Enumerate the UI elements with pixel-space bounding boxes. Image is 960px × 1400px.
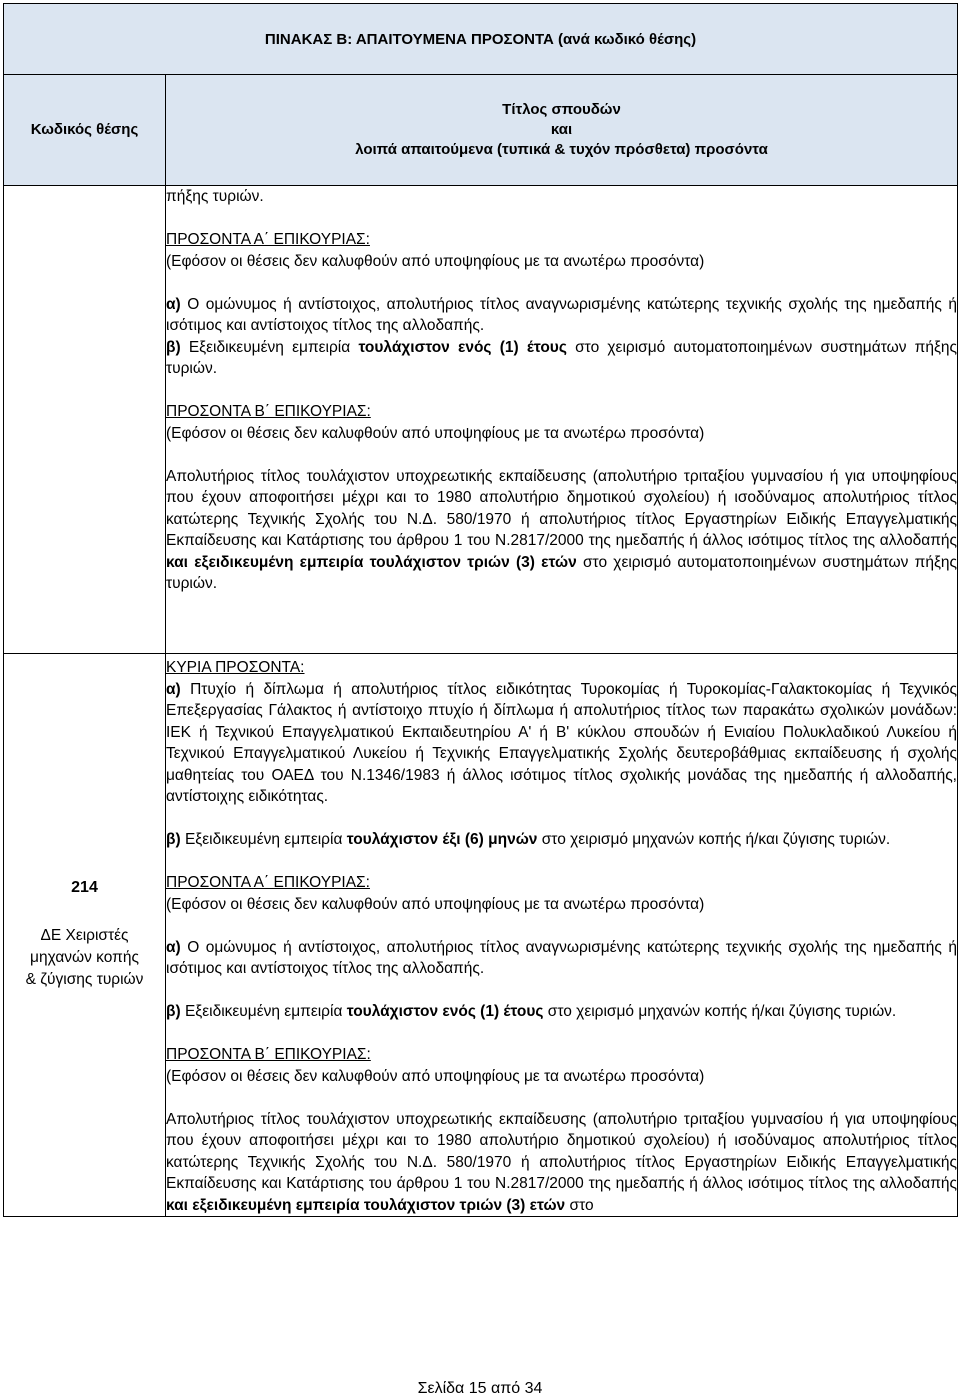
main-heading: ΚΥΡΙΑ ΠΡΟΣΟΝΤΑ: bbox=[166, 659, 305, 676]
previous-qualifications-cell bbox=[166, 186, 958, 654]
aux-b-note: (Εφόσον οι θέσεις δεν καλυφθούν από υποψηφίους με τα ανωτέρω προσόντα) bbox=[166, 424, 705, 442]
aux2-b-note: (Εφόσον οι θέσεις δεν καλυφθούν από υποψηφίους με τα ανωτέρω προσόντα) bbox=[166, 1067, 705, 1085]
aux-a-note: (Εφόσον οι θέσεις δεν καλυφθούν από υποψηφίους με τα ανωτέρω προσόντα) bbox=[166, 252, 705, 270]
main-beta: β) Εξειδικευμένη εμπειρία τουλάχιστον έξι (6) μηνών στο χειρισμό μηχανών κοπής ή/και ζύγισης τυριών. bbox=[166, 831, 891, 848]
aux-b-heading: ΠΡΟΣΟΝΤΑ Β΄ ΕΠΙΚΟΥΡΙΑΣ: bbox=[166, 403, 371, 420]
carry-over-text: πήξης τυριών. bbox=[166, 188, 264, 205]
position-qualifications-cell bbox=[166, 654, 958, 1217]
header-line-3: λοιπά απαιτούμενα (τυπικά & τυχόν πρόσθετα) προσόντα bbox=[355, 141, 768, 158]
aux2-a-beta: β) Εξειδικευμένη εμπειρία τουλάχιστον ενός (1) έτους στο χειρισμό μηχανών κοπής ή/και ζύγισης τυριών. bbox=[166, 1003, 897, 1020]
requirements-table bbox=[3, 3, 958, 1217]
position-name: ΔΕ Χειριστές μηχανών κοπής & ζύγισης τυριών bbox=[25, 927, 144, 988]
table-title: ΠΙΝΑΚΑΣ Β: ΑΠΑΙΤΟΥΜΕΝΑ ΠΡΟΣΟΝΤΑ (ανά κωδικό θέσης) bbox=[4, 4, 958, 75]
aux2-a-heading: ΠΡΟΣΟΝΤΑ Α΄ ΕΠΙΚΟΥΡΙΑΣ: bbox=[166, 874, 370, 891]
position-code-cell bbox=[4, 654, 166, 1217]
previous-position-code-cell bbox=[4, 186, 166, 654]
aux-b-text: Απολυτήριος τίτλος τουλάχιστον υποχρεωτικής εκπαίδευσης (απολυτήριο τριταξίου γυμνασίου ή για υποψηφίους που έχουν αποφοιτήσει μέχρι και το 1980 απολυτήριο δημοτικού σχολείου) ή ισοδύναμος απολυτήριος τίτλος κατώτερης Τεχνικής Σχολής του Ν.Δ. 580/1970 ή απολυτήριος τίτλος Εργαστηρίων Ειδικής Επαγγελματικής Εκπαίδευσης και Κατάρτισης του άρθρου 1 του Ν.2817/2000 της ημεδαπής ή άλλος ισότιμος τίτλος της αλλοδαπής και εξειδικευμένη εμπειρία τουλάχιστον τριών (3) ετών στο χειρισμό αυτοματοποιημένων συστημάτων πήξης τυριών. bbox=[166, 467, 957, 592]
page-number: Σελίδα 15 από 34 bbox=[417, 1380, 543, 1397]
aux-a-heading: ΠΡΟΣΟΝΤΑ Α΄ ΕΠΙΚΟΥΡΙΑΣ: bbox=[166, 231, 370, 248]
aux-a-alpha: α) Ο ομώνυμος ή αντίστοιχος, απολυτήριος τίτλος αναγνωρισμένης κατώτερης τεχνικής σχολής της ημεδαπής ή ισότιμος και αντίστοιχος τίτλος της αλλοδαπής. bbox=[166, 295, 957, 334]
header-qualifications bbox=[166, 75, 958, 186]
header-line-1: Τίτλος σπουδών bbox=[502, 101, 621, 118]
aux-a-beta: β) Εξειδικευμένη εμπειρία τουλάχιστον ενός (1) έτους στο χειρισμό αυτοματοποιημένων συστημάτων πήξης τυριών. bbox=[166, 338, 958, 377]
header-line-2: και bbox=[550, 121, 573, 138]
aux2-a-note: (Εφόσον οι θέσεις δεν καλυφθούν από υποψηφίους με τα ανωτέρω προσόντα) bbox=[166, 895, 705, 913]
header-position-code: Κωδικός θέσης bbox=[4, 75, 166, 186]
position-code: 214 bbox=[71, 879, 98, 896]
aux2-b-text: Απολυτήριος τίτλος τουλάχιστον υποχρεωτικής εκπαίδευσης (απολυτήριο τριταξίου γυμνασίου ή για υποψηφίους που έχουν αποφοιτήσει μέχρι και το 1980 απολυτήριο δημοτικού σχολείου) ή ισοδύναμος απολυτήριος τίτλος κατώτερης Τεχνικής Σχολής του Ν.Δ. 580/1970 ή απολυτήριος τίτλος Εργαστηρίων Ειδικής Επαγγελματικής Εκπαίδευσης και Κατάρτισης του άρθρου 1 του Ν.2817/2000 της ημεδαπής ή άλλος ισότιμος τίτλος της αλλοδαπής και εξειδικευμένη εμπειρία τουλάχιστον τριών (3) ετών στο bbox=[166, 1110, 957, 1214]
aux2-a-alpha: α) Ο ομώνυμος ή αντίστοιχος, απολυτήριος τίτλος αναγνωρισμένης κατώτερης τεχνικής σχολής της ημεδαπής ή ισότιμος και αντίστοιχος τίτλος της αλλοδαπής. bbox=[166, 938, 957, 977]
aux2-b-heading: ΠΡΟΣΟΝΤΑ Β΄ ΕΠΙΚΟΥΡΙΑΣ: bbox=[166, 1046, 371, 1063]
main-alpha: α) Πτυχίο ή δίπλωμα ή απολυτήριος τίτλος ειδικότητας Τυροκομίας ή Τυροκομίας-Γαλακτοκομίας ή Τεχνικός Επεξεργασίας Γάλακτος ή αντίστοιχο πτυχίο ή δίπλωμα ή απολυτήριος τίτλος των παρακάτω σχολικών μονάδων: ΙΕΚ ή Τεχνικού Επαγγελματικού Εκπαιδευτηρίου Α' ή Β' κύκλου σπουδών ή Ενιαίου Πολυκλαδικού Λυκείου ή Τεχνικού Επαγγελματικού Λυκείου ή Τεχνικής Επαγγελματικής Σχολής δευτεροβάθμιας εκπαίδευσης ή σχολής μαθητείας του ΟΑΕΔ του Ν.1346/1983 ή άλλος ισότιμος τίτλος σχολικής μονάδας της ημεδαπής ή αλλοδαπής, αντίστοιχης ειδικότητας. bbox=[166, 680, 957, 805]
